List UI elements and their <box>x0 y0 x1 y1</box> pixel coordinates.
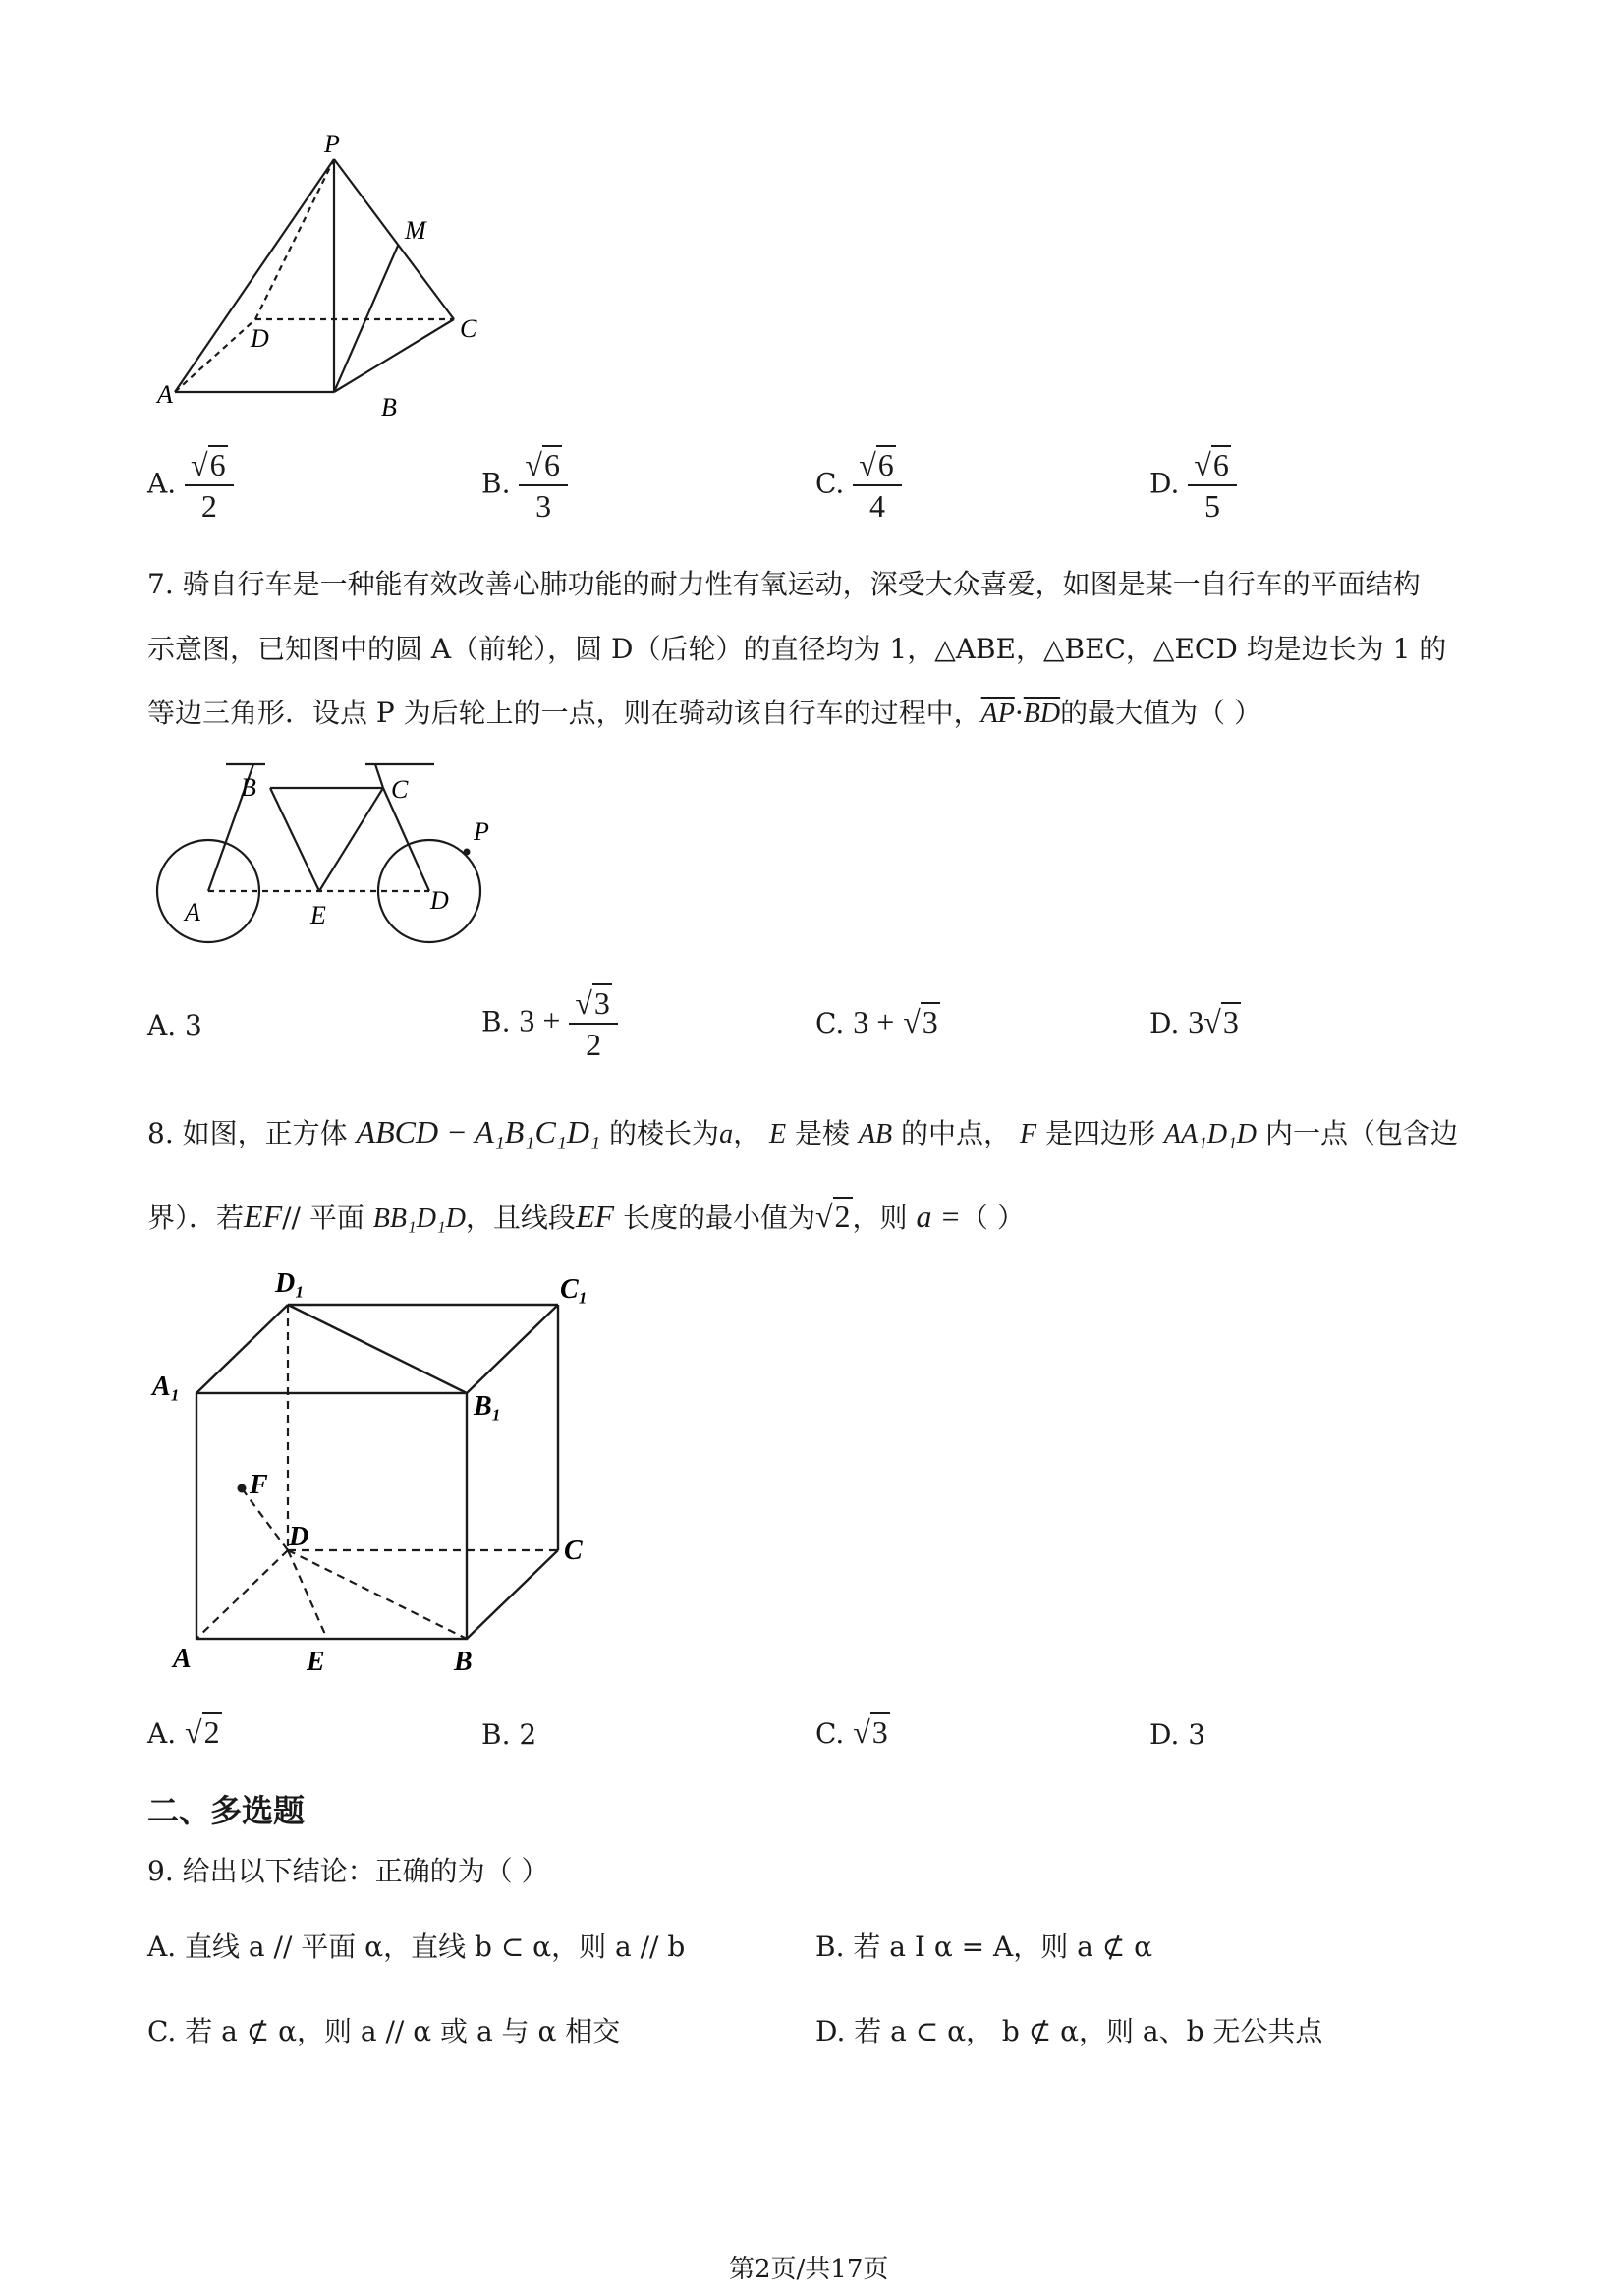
label-E: E <box>307 1647 325 1677</box>
label-D: D <box>430 886 449 915</box>
pyramid-figure <box>147 123 521 427</box>
bicycle-figure <box>147 756 521 953</box>
q7-option-a[interactable]: A. 3 <box>147 1009 202 1041</box>
vector-ap: $\overline{AP}$ <box>980 699 1015 729</box>
label-C1: C₁ <box>560 1274 588 1305</box>
label-E: E <box>310 901 326 929</box>
q7-option-c[interactable]: C. 3 + √3 <box>815 1004 938 1039</box>
label-C: C <box>391 775 409 804</box>
cube-figure <box>147 1262 619 1685</box>
label-C: C <box>564 1536 583 1566</box>
label-A: A <box>173 1644 192 1674</box>
label-A1: A₁ <box>152 1372 181 1402</box>
q7-option-b[interactable]: B. 3 + $\frac{√3}{2}$ <box>481 985 618 1062</box>
label-M: M <box>405 216 426 245</box>
label-B1: B₁ <box>474 1391 502 1422</box>
q8-line-2: 界）．若EF// 平面 BB₁D₁D，且线段EF 长度的最小值为√2，则 a =（ ） <box>147 1199 1025 1234</box>
q6-option-c[interactable]: C. $\frac{√6}{4}$ <box>815 447 902 524</box>
label-A: A <box>185 898 200 926</box>
q8-line-1: 8. 如图，正方体 ABCD − A₁B₁C₁D₁ 的棱长为a， E 是棱 AB 的中点， F 是四边形 AA₁D₁D 内一点（包含边 <box>147 1114 1458 1149</box>
fraction: $\frac{√6}{2}$ <box>185 447 234 524</box>
label-A: A <box>157 380 173 409</box>
vector-bd: $\overline{BD}$ <box>1023 699 1061 729</box>
q9-option-a[interactable]: A. 直线 a // 平面 α，直线 b ⊂ α，则 a // b <box>147 1931 686 1963</box>
q7-line-1: 7. 骑自行车是一种能有效改善心肺功能的耐力性有氧运动，深受大众喜爱，如图是某一自行车的平面结构 <box>147 568 1421 600</box>
q9-option-d[interactable]: D. 若 a ⊂ α， b ⊄ α，则 a、b 无公共点 <box>815 2015 1323 2047</box>
q9-option-c[interactable]: C. 若 a ⊄ α，则 a // α 或 a 与 α 相交 <box>147 2015 621 2047</box>
q6-option-a[interactable]: A. $\frac{√6}{2}$ <box>147 447 234 524</box>
section-title: 二、多选题 <box>147 1792 306 1829</box>
fraction: $\frac{√6}{4}$ <box>853 447 902 524</box>
fraction: $\frac{√6}{5}$ <box>1188 447 1237 524</box>
label-D1: D₁ <box>275 1268 305 1299</box>
q8-option-b[interactable]: B. 2 <box>481 1718 537 1751</box>
label-P: P <box>474 817 489 846</box>
label-P: P <box>324 130 340 158</box>
label-B: B <box>381 393 397 421</box>
label-D: D <box>251 324 269 353</box>
label-C: C <box>460 314 477 343</box>
q6-option-d[interactable]: D. $\frac{√6}{5}$ <box>1149 447 1237 524</box>
q7-option-d[interactable]: D. 3√3 <box>1149 1004 1239 1039</box>
cube-name: ABCD − A₁B₁C₁D₁ <box>356 1114 601 1149</box>
q7-line-3: 等边三角形．设点 P 为后轮上的一点，则在骑动该自行车的过程中，$\overline{AP}\cdot\overline{BD}$的最大值为（ ） <box>147 697 1262 729</box>
q8-option-a[interactable]: A. √2 <box>147 1714 220 1750</box>
q9-option-b[interactable]: B. 若 a I α = A，则 a ⊄ α <box>815 1931 1152 1963</box>
fraction: $\frac{√6}{3}$ <box>519 447 568 524</box>
q8-option-c[interactable]: C. √3 <box>815 1714 888 1750</box>
fraction: $\frac{√3}{2}$ <box>569 985 618 1062</box>
q9-stem: 9. 给出以下结论：正确的为（ ） <box>147 1855 549 1887</box>
q6-option-b[interactable]: B. $\frac{√6}{3}$ <box>481 447 568 524</box>
q7-line-2: 示意图，已知图中的圆 A（前轮），圆 D（后轮）的直径均为 1，△ABE，△BEC，△ECD 均是边长为 1 的 <box>147 633 1447 665</box>
label-B: B <box>454 1647 473 1677</box>
page-footer: 第2页/共17页 <box>729 2255 889 2284</box>
label-F: F <box>250 1470 268 1500</box>
label-B: B <box>241 773 256 802</box>
label-D: D <box>289 1522 309 1552</box>
q8-option-d[interactable]: D. 3 <box>1149 1718 1206 1751</box>
